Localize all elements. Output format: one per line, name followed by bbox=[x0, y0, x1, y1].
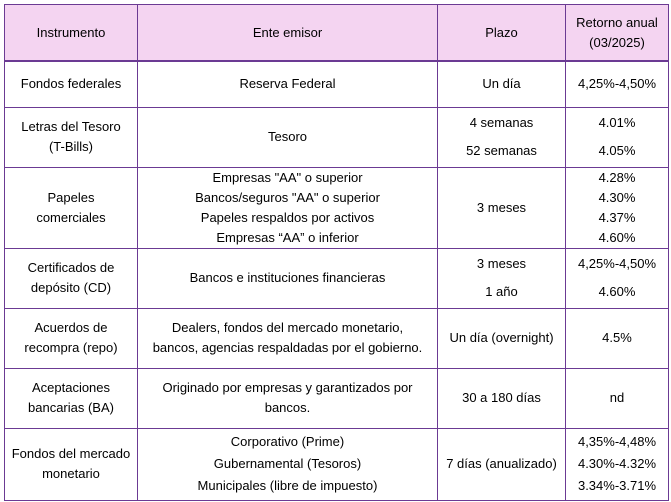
cell-retorno-line: 4,25%-4,50% bbox=[577, 76, 657, 92]
cell-emisor-line: Empresas "AA" o superior bbox=[212, 169, 363, 185]
cell-instrumento-line: Aceptaciones bbox=[31, 380, 111, 395]
cell-instrumento-line: monetario bbox=[42, 466, 100, 481]
cell-emisor bbox=[138, 308, 438, 368]
cell-instrumento bbox=[5, 167, 138, 248]
cell-plazo bbox=[438, 107, 566, 167]
cell-plazo bbox=[438, 248, 566, 308]
table-row bbox=[5, 248, 669, 308]
cell-retorno bbox=[566, 248, 669, 308]
cell-plazo-line: 52 semanas bbox=[466, 143, 537, 158]
cell-plazo-line: 4 semanas bbox=[469, 115, 534, 130]
header-retorno bbox=[566, 5, 669, 62]
cell-instrumento-line: bancarias (BA) bbox=[28, 400, 114, 415]
cell-instrumento bbox=[5, 248, 138, 308]
cell-retorno-line: 4.60% bbox=[598, 284, 636, 299]
cell-retorno-line: 4.30%-4.32% bbox=[577, 456, 657, 471]
header-instrumento: Instrumento bbox=[5, 5, 138, 62]
instruments-table bbox=[4, 4, 669, 501]
cell-plazo bbox=[438, 61, 566, 107]
cell-retorno-line: 4.30% bbox=[598, 189, 636, 205]
cell-emisor-line: bancos. bbox=[264, 400, 311, 415]
cell-retorno-line: 4,25%-4,50% bbox=[577, 256, 657, 271]
cell-instrumento-line: depósito (CD) bbox=[30, 280, 112, 295]
table-row bbox=[5, 107, 669, 167]
cell-instrumento bbox=[5, 308, 138, 368]
cell-retorno bbox=[566, 61, 669, 107]
header-retorno-line2: (03/2025) bbox=[589, 34, 645, 50]
cell-instrumento bbox=[5, 368, 138, 428]
cell-plazo bbox=[438, 167, 566, 248]
cell-retorno-line: 4.01% bbox=[598, 115, 636, 130]
cell-plazo bbox=[438, 308, 566, 368]
cell-instrumento-line: Papeles bbox=[47, 189, 95, 205]
cell-retorno-line: 4.60% bbox=[598, 229, 636, 245]
cell-instrumento-line: (T-Bills) bbox=[48, 139, 94, 154]
cell-retorno bbox=[566, 428, 669, 500]
table-row bbox=[5, 368, 669, 428]
cell-plazo-line: 3 meses bbox=[476, 256, 527, 271]
cell-emisor-line: Originado por empresas y garantizados por bbox=[162, 380, 413, 395]
cell-instrumento-line: comerciales bbox=[36, 209, 106, 225]
cell-instrumento-line: Acuerdos de bbox=[34, 320, 108, 335]
cell-emisor-line: Bancos e instituciones financieras bbox=[189, 270, 386, 285]
cell-emisor-line: Corporativo (Prime) bbox=[230, 434, 345, 449]
header-emisor: Ente emisor bbox=[138, 5, 438, 62]
cell-emisor bbox=[138, 368, 438, 428]
cell-retorno-line: 4.5% bbox=[602, 330, 632, 345]
cell-plazo-line: 7 días (anualizado) bbox=[446, 456, 557, 471]
cell-retorno-line: nd bbox=[609, 390, 625, 405]
cell-emisor bbox=[138, 248, 438, 308]
cell-retorno bbox=[566, 107, 669, 167]
cell-retorno bbox=[566, 308, 669, 368]
cell-emisor-line: Empresas “AA” o inferior bbox=[216, 229, 359, 245]
cell-emisor-line: Municipales (libre de impuesto) bbox=[197, 478, 378, 493]
header-retorno-line1: Retorno anual bbox=[576, 14, 658, 30]
cell-instrumento-line: Certificados de bbox=[27, 260, 115, 275]
cell-emisor-line: Dealers, fondos del mercado monetario, bbox=[171, 320, 404, 335]
cell-instrumento bbox=[5, 107, 138, 167]
cell-plazo-line: 30 a 180 días bbox=[462, 390, 541, 405]
cell-instrumento-line: Fondos federales bbox=[20, 76, 122, 92]
cell-retorno-line: 3.34%-3.71% bbox=[577, 478, 657, 493]
cell-emisor-line: Reserva Federal bbox=[239, 76, 336, 92]
cell-emisor bbox=[138, 61, 438, 107]
cell-emisor-line: Bancos/seguros "AA" o superior bbox=[195, 189, 380, 205]
cell-retorno-line: 4,35%-4,48% bbox=[577, 434, 657, 449]
cell-retorno-line: 4.28% bbox=[598, 169, 636, 185]
cell-plazo-line: 1 año bbox=[485, 284, 518, 299]
header-plazo: Plazo bbox=[438, 5, 566, 62]
cell-retorno-line: 4.05% bbox=[598, 143, 636, 158]
cell-instrumento-line: Fondos del mercado bbox=[11, 446, 131, 461]
cell-plazo-line: Un día bbox=[482, 76, 521, 92]
cell-emisor-line: bancos, agencias respaldadas por el gobierno. bbox=[152, 340, 423, 355]
cell-plazo bbox=[438, 428, 566, 500]
table-row bbox=[5, 428, 669, 500]
cell-retorno-line: 4.37% bbox=[598, 209, 636, 225]
cell-instrumento bbox=[5, 428, 138, 500]
cell-plazo-line: Un día (overnight) bbox=[449, 330, 554, 345]
cell-plazo-line: 3 meses bbox=[476, 199, 527, 215]
cell-retorno bbox=[566, 368, 669, 428]
table-row bbox=[5, 61, 669, 107]
table-row bbox=[5, 167, 669, 248]
table-row bbox=[5, 308, 669, 368]
cell-instrumento bbox=[5, 61, 138, 107]
header-row bbox=[5, 5, 669, 62]
cell-emisor bbox=[138, 107, 438, 167]
cell-retorno bbox=[566, 167, 669, 248]
cell-instrumento-line: Letras del Tesoro bbox=[21, 119, 121, 134]
cell-emisor bbox=[138, 167, 438, 248]
cell-plazo bbox=[438, 368, 566, 428]
cell-emisor-line: Tesoro bbox=[267, 129, 308, 144]
cell-emisor-line: Papeles respaldos por activos bbox=[200, 209, 375, 225]
cell-emisor-line: Gubernamental (Tesoros) bbox=[213, 456, 362, 471]
cell-instrumento-line: recompra (repo) bbox=[24, 340, 118, 355]
cell-emisor bbox=[138, 428, 438, 500]
